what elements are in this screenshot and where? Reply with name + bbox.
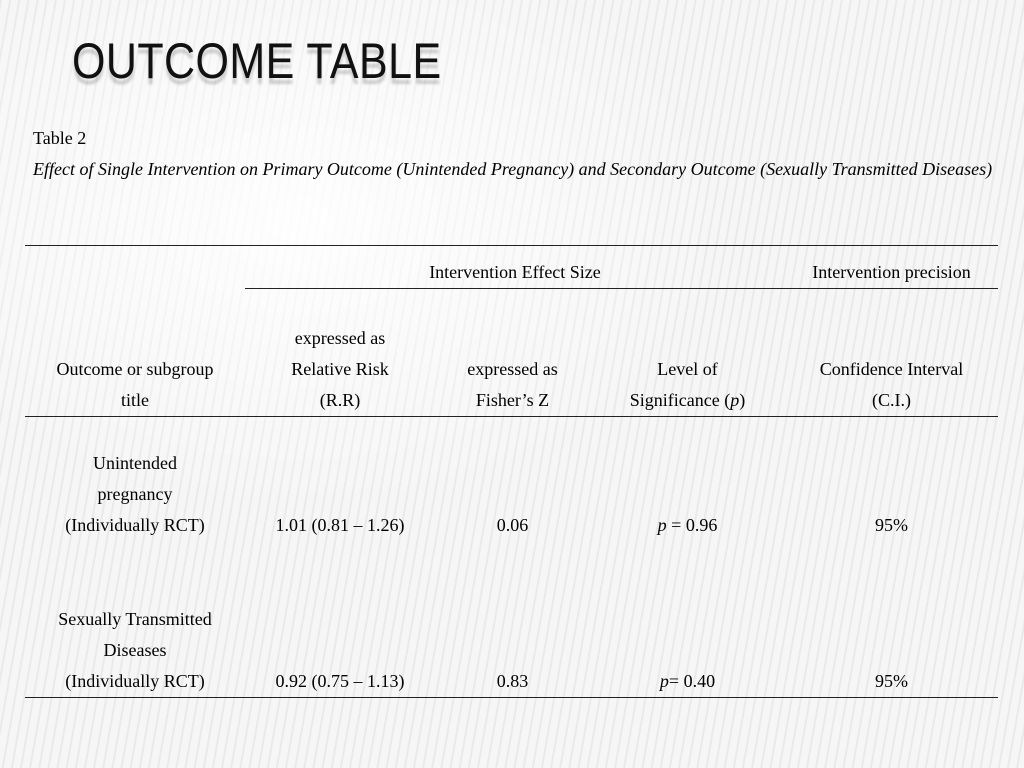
- outcome-line: Diseases: [103, 640, 167, 660]
- relative-risk-cell: 0.92 (0.75 – 1.13): [275, 671, 405, 691]
- outcome-cell: [25, 417, 245, 542]
- significance-cell: [590, 417, 785, 542]
- column-header-significance-line: Significance (p): [629, 390, 746, 410]
- outcome-line: Sexually Transmitted: [58, 609, 212, 629]
- group-header-effect-size: Intervention Effect Size: [245, 246, 785, 289]
- p-symbol: p: [657, 515, 667, 535]
- column-header-outcome-line: title: [121, 390, 149, 410]
- column-header-rr-line: expressed as: [294, 328, 386, 348]
- column-header-significance-line: Level of: [657, 359, 718, 379]
- column-header-outcome: [25, 289, 245, 417]
- table-caption: [33, 123, 993, 185]
- p-value: = 0.40: [668, 671, 716, 691]
- p-symbol: p: [659, 671, 669, 691]
- outcome-table: [25, 245, 998, 698]
- fishers-z-cell: 0.06: [496, 515, 529, 535]
- column-header-fishers-z: [435, 289, 590, 417]
- outcome-line: (Individually RCT): [65, 515, 205, 535]
- table-description: Effect of Single Intervention on Primary Outcome (Unintended Pregnancy) and Secondary Outcome (Sexually Transmitted Diseases): [33, 159, 993, 179]
- column-header-relative-risk: [245, 289, 435, 417]
- outcome-line: Unintended: [93, 453, 177, 473]
- group-header-precision: Intervention precision: [785, 246, 998, 289]
- column-header-outcome-line: Outcome or subgroup: [56, 359, 214, 379]
- outcome-line: pregnancy: [97, 484, 173, 504]
- outcome-line: (Individually RCT): [65, 671, 205, 691]
- outcome-cell: [25, 541, 245, 698]
- column-header-ci-line: (C.I.): [872, 390, 911, 410]
- group-header-row: [25, 246, 998, 289]
- column-header-fisher-line: expressed as: [467, 359, 558, 379]
- table-number: Table 2: [33, 128, 87, 148]
- column-header-rr-line: (R.R): [319, 390, 361, 410]
- fishers-z-cell: 0.83: [496, 671, 529, 691]
- confidence-interval-cell: 95%: [875, 515, 908, 535]
- slide-title: OUTCOME TABLE: [72, 33, 442, 89]
- column-header-fisher-line: Fisher’s Z: [475, 390, 550, 410]
- group-header-empty: [25, 246, 245, 289]
- table-row: [25, 541, 998, 698]
- column-header-row: [25, 289, 998, 417]
- confidence-interval-cell: 95%: [875, 671, 908, 691]
- column-header-rr-line: Relative Risk: [291, 359, 389, 379]
- column-header-ci-line: Confidence Interval: [819, 359, 964, 379]
- p-value: = 0.96: [666, 515, 718, 535]
- column-header-confidence-interval: [785, 289, 998, 417]
- table-row: [25, 417, 998, 542]
- column-header-significance: [590, 289, 785, 417]
- significance-cell: [590, 541, 785, 698]
- relative-risk-cell: 1.01 (0.81 – 1.26): [275, 515, 405, 535]
